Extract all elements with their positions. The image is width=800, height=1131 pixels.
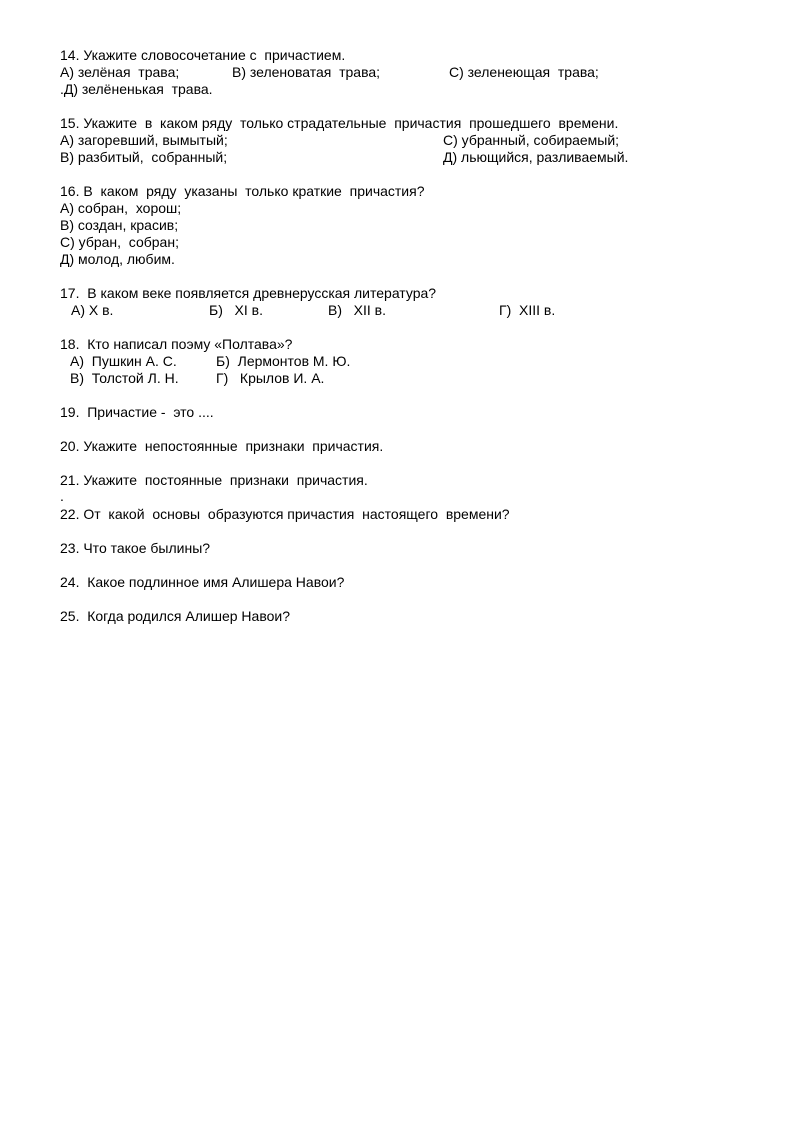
answer-16-b: В) создан, красив; xyxy=(60,217,179,233)
question-15: 15. Укажите в каком ряду только страдательные причастия прошедшего времени. xyxy=(60,115,619,131)
answer-14-d: .Д) зелёненькая трава. xyxy=(60,81,213,97)
question-21: 21. Укажите постоянные признаки причастия. xyxy=(60,472,368,488)
question-23: 23. Что такое былины? xyxy=(60,540,211,556)
answer-15-d: Д) льющийся, разливаемый. xyxy=(443,149,629,165)
question-24: 24. Какое подлинное имя Алишера Навои? xyxy=(60,574,345,590)
answer-18-c: В) Толстой Л. Н. xyxy=(70,370,179,386)
question-18: 18. Кто написал поэму «Полтава»? xyxy=(60,336,293,352)
question-19: 19. Причастие - это .... xyxy=(60,404,214,420)
answer-15-a: А) загоревший, вымытый; xyxy=(60,132,228,148)
answer-16-d: Д) молод, любим. xyxy=(60,251,175,267)
answer-15-b: В) разбитый, собранный; xyxy=(60,149,228,165)
stray-dot: . xyxy=(60,488,64,504)
question-20: 20. Укажите непостоянные признаки причастия. xyxy=(60,438,384,454)
answer-14-c: С) зеленеющая трава; xyxy=(449,64,599,80)
answer-14-b: В) зеленоватая трава; xyxy=(232,64,381,80)
answer-16-c: С) убран, собран; xyxy=(60,234,179,250)
answer-17-a: А) X в. xyxy=(71,302,114,318)
answer-16-a: А) собран, хорош; xyxy=(60,200,182,216)
question-22: 22. От какой основы образуются причастия настоящего времени? xyxy=(60,506,510,522)
answer-18-b: Б) Лермонтов М. Ю. xyxy=(216,353,351,369)
answer-18-d: Г) Крылов И. А. xyxy=(216,370,325,386)
question-14: 14. Укажите словосочетание с причастием. xyxy=(60,47,346,63)
question-17: 17. В каком веке появляется древнерусская литература? xyxy=(60,285,437,301)
answer-17-d: Г) XIII в. xyxy=(499,302,556,318)
answer-17-c: В) XII в. xyxy=(328,302,387,318)
answer-14-a: А) зелёная трава; xyxy=(60,64,180,80)
question-25: 25. Когда родился Алишер Навои? xyxy=(60,608,290,624)
question-16: 16. В каком ряду указаны только краткие причастия? xyxy=(60,183,425,199)
answer-17-b: Б) XI в. xyxy=(209,302,263,318)
answer-18-a: А) Пушкин А. С. xyxy=(70,353,177,369)
answer-15-c: С) убранный, собираемый; xyxy=(443,132,620,148)
